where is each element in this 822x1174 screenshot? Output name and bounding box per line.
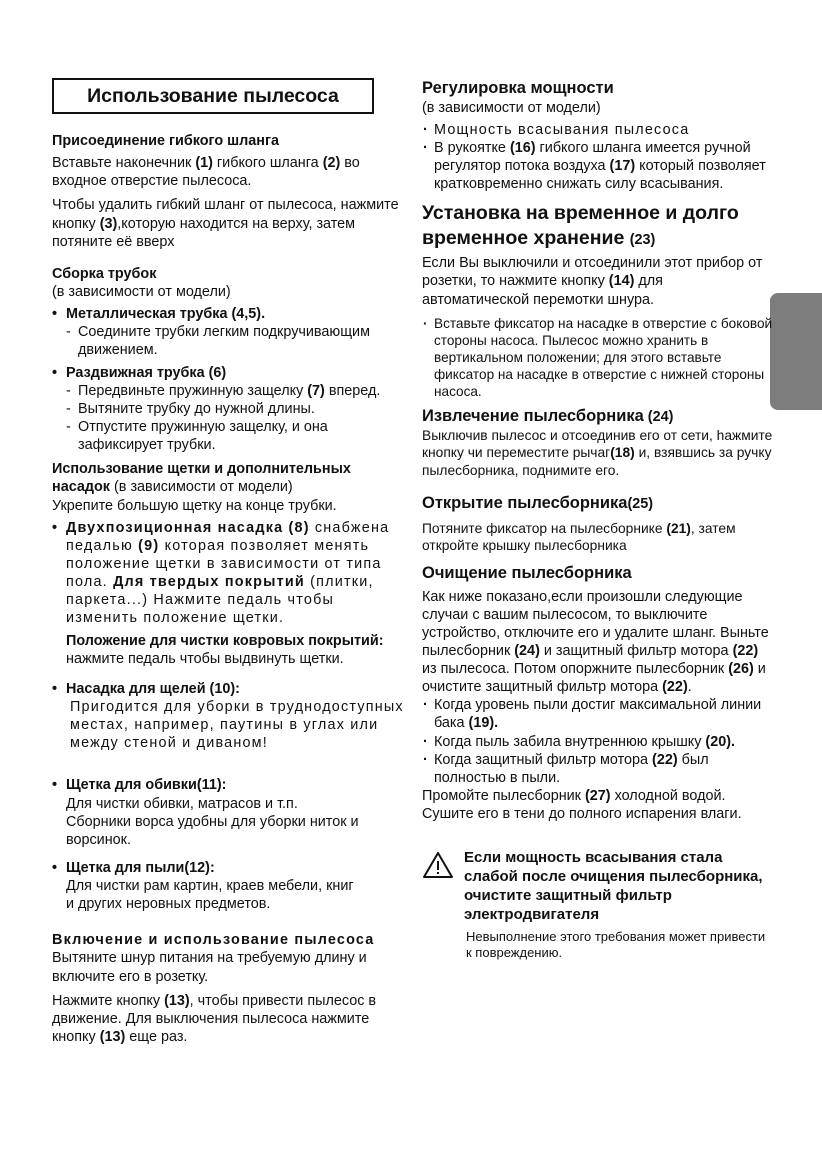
power-regulation-note: (в зависимости от модели) (422, 99, 601, 116)
power-regulation-section (422, 78, 774, 193)
cleaning-paragraph-2: Промойте пылесборник (27) холодной водой. (422, 788, 726, 805)
storage-bullet: · Вставьте фиксатор на насадке в отверстие с боковой стороны насоса. Пылесос можно хранить в вертикальном положении; для этого вставьте фиксатор на насадке в отверстие с нижней стороны насоса. (422, 315, 774, 401)
extract-paragraph: Выключив пылесос и отсоединив его от сети, hажмите кнопку чи переместите рычаг(18) и, взявшись за ручку пылесборника, поднимите его. (422, 428, 773, 478)
warning-block (422, 849, 774, 961)
storage-section (422, 201, 774, 400)
carpet-position-text: нажмите педаль чтобы выдвинуть щетки. (66, 650, 344, 667)
hose-heading: Присоединение гибкого шланга (52, 133, 279, 149)
cleaning-bullet-2: · Когда пыль забила внутреннюю крышку (20). (422, 733, 774, 751)
warning-note: Невыполнение этого требования может привести к повреждению. (466, 928, 766, 961)
cleaning-bullet-1: · Когда уровень пыли достиг максимальной линии бака (19). (422, 696, 774, 732)
metal-tube-step: - Соедините трубки легким подкручивающим движением. (52, 323, 408, 359)
storage-heading: Установка на временное и долго временное хранение (23) (422, 202, 739, 249)
carpet-position-title: Положение для чистки ковровых покрытий: (66, 632, 384, 649)
cleaning-paragraph-1: Как ниже показано,если произошли следующие случаи с вашим пылесосом, то выключите устройство, отключите его и удалите шланг. Выньте пылесборник (24) и защитный фильтр мотора (22) из пылесоса. Потом опоржните пылесборник (26) и очистите защитный фильтр мотора (22). (422, 588, 769, 696)
brush-heading: Использование щетки и дополнительных насадок (в зависимости от модели) (52, 461, 351, 496)
section-side-tab (770, 293, 822, 410)
dust-brush-line-2: и других неровных предметов. (66, 896, 271, 913)
upholstery-brush-title: • Щетка для обивки(11): (52, 776, 408, 794)
tubes-heading: Сборка трубок (52, 265, 157, 282)
warning-triangle-icon (422, 851, 454, 879)
upholstery-brush-line-1: Для чистки обивки, матрасов и т.п. (66, 795, 298, 812)
open-heading: Открытие пылесборника(25) (422, 494, 654, 513)
hose-section (52, 132, 408, 251)
power-on-section (52, 931, 408, 1046)
brush-intro: Укрепите большую щетку на конце трубки. (52, 497, 337, 514)
power-on-heading: Включение и использование пылесоса (52, 932, 375, 949)
cleaning-bullet-3: · Когда защитный фильтр мотора (22) был полностью в пыли. (422, 751, 774, 787)
power-regulation-heading: Регулировка мощности (422, 79, 614, 97)
power-bullet-1: · Мощность всасывания пылесоса (422, 121, 774, 139)
power-on-paragraph-1: Вытяните шнур питания на требуемую длину и включите его в розетку. (52, 950, 367, 985)
dust-brush-title: • Щетка для пыли(12): (52, 859, 408, 877)
upholstery-brush-line-2: Сборники ворса удобны для уборки ниток и ворсинок. (66, 813, 359, 848)
dual-nozzle-item: • Двухпозиционная насадка (8) снабжена педалью (9) которая позволяет менять положение щетки в зависимости от типа пола. Для твердых покрытий (плитки, паркета...) Нажмите педаль чтобы изменить положение щетки. (52, 519, 408, 628)
cleaning-section (422, 563, 774, 824)
hose-paragraph-1: Вставьте наконечник (1) гибкого шланга (2) во входное отверстие пылесоса. (52, 155, 360, 190)
hose-paragraph-2: Чтобы удалить гибкий шланг от пылесоса, нажмите кнопку (3),которую находится на верху, затем потяните её вверх (52, 197, 399, 250)
metal-tube-title: • Металлическая трубка (4,5). (52, 305, 408, 323)
tubes-section (52, 265, 408, 454)
power-bullet-2: · В рукоятке (16) гибкого шланга имеется ручной регулятор потока воздуха (17) который позволяет кратковременно снижать силу всасывания. (422, 139, 774, 193)
left-column (52, 78, 408, 1046)
page-title: Использование пылесоса (52, 78, 374, 114)
cleaning-heading: Очищение пылесборника (422, 563, 632, 582)
power-on-paragraph-2: Нажмите кнопку (13), чтобы привести пылесос в движение. Для выключения пылесоса нажмите кнопку (13) еще раз. (52, 992, 377, 1046)
warning-title: Если мощность всасывания стала слабой после очищения пылесборника, очистите защитный фильтр электродвигателя (464, 849, 763, 923)
brush-section (52, 460, 408, 913)
dust-brush-line-1: Для чистки рам картин, краев мебели, книг (66, 878, 354, 895)
open-section (422, 493, 774, 555)
crevice-nozzle-text: Пригодится для уборки в труднодоступных местах, например, паутины в углах или между стеной и диваном! (70, 698, 404, 752)
telescopic-step-1: - Передвиньте пружинную защелку (7) вперед. (52, 382, 408, 400)
crevice-nozzle-title: • Насадка для щелей (10): (52, 680, 408, 698)
telescopic-step-2: - Вытяните трубку до нужной длины. (52, 400, 408, 418)
cleaning-paragraph-3: Сушите его в тени до полного испарения влаги. (422, 806, 742, 823)
extract-heading: Извлечение пылесборника (24) (422, 407, 674, 426)
open-paragraph: Потяните фиксатор на пылесборнике (21), затем откройте крышку пылесборника (422, 520, 736, 554)
extract-section (422, 406, 774, 479)
telescopic-tube-title: • Раздвижная трубка (6) (52, 364, 408, 382)
telescopic-step-3: - Отпустите пружинную защелку, и она зафиксирует трубки. (52, 418, 408, 454)
right-column (422, 78, 774, 962)
warning-body (464, 849, 774, 961)
tubes-note: (в зависимости от модели) (52, 283, 231, 300)
storage-paragraph: Если Вы выключили и отсоединили этот прибор от розетки, то нажмите кнопку (14) для автоматической перемотки шнура. (422, 255, 763, 308)
